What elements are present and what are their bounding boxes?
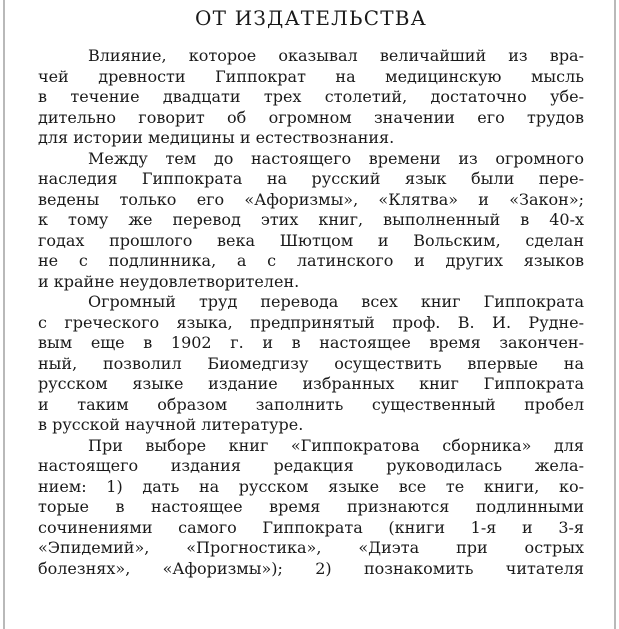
page-frame-right <box>614 0 616 629</box>
text-line: сочинениями самого Гиппократа (книги 1-я и 3-я <box>38 517 584 537</box>
text-line: дительно говорит об огромном значении его трудов <box>38 107 584 127</box>
text-line: болезнях», «Афоризмы»); 2) познакомить читателя <box>38 558 584 578</box>
text-line: наследия Гиппократа на русский язык были пере- <box>38 169 584 188</box>
text-line: Между тем до настоящего времени из огромного <box>88 148 584 168</box>
text-line: годах прошлого века Шютцом и Вольским, сделан <box>38 230 584 250</box>
paragraph-2 <box>38 149 584 293</box>
text-line: нием: 1) дать на русском языке все те книги, ко- <box>38 476 584 496</box>
text-line: ный, позволил Биомедгизу осуществить впервые на <box>38 353 584 373</box>
text-line: для истории медицины и естествознания. <box>38 128 395 147</box>
text-line: При выборе книг «Гиппократова сборника» для <box>88 435 584 455</box>
text-line: торые в настоящее время признаются подлинными <box>38 497 584 516</box>
text-line: и крайне неудовлетворителен. <box>38 271 300 291</box>
page-frame-left <box>3 0 5 629</box>
text-line: не с подлинника, а с латинского и других языков <box>38 251 584 270</box>
text-line: чей древности Гиппократ на медицинскую мысль <box>38 66 584 86</box>
text-line: к тому же перевод этих книг, выполненный в 40-х <box>38 210 584 229</box>
paragraph-3 <box>38 292 584 436</box>
page-title: ОТ ИЗДАТЕЛЬСТВА <box>195 6 427 30</box>
text-line: «Эпидемий», «Прогностика», «Диэта при острых <box>38 538 584 557</box>
text-line: в течение двадцати трех столетий, достаточно убе- <box>38 87 584 106</box>
text-line: настоящего издания редакция руководилась жела- <box>38 456 584 475</box>
paragraph-4 <box>38 436 584 580</box>
text-line: и таким образом заполнить существенный пробел <box>38 394 584 414</box>
text-line: Влияние, которое оказывал величайший из вра- <box>88 46 584 65</box>
text-line: ведены только его «Афоризмы», «Клятва» и «Закон»; <box>38 189 584 209</box>
text-line: Огромный труд перевода всех книг Гиппократа <box>88 292 584 311</box>
text-line: с греческого языка, предпринятый проф. В. И. Рудне- <box>38 312 584 332</box>
text-line: русском языке издание избранных книг Гиппократа <box>38 374 584 393</box>
text-line: в русской научной литературе. <box>38 415 304 434</box>
text-line: вым еще в 1902 г. и в настоящее время закончен- <box>38 333 584 352</box>
document-page <box>38 6 584 579</box>
paragraph-1 <box>38 46 584 149</box>
